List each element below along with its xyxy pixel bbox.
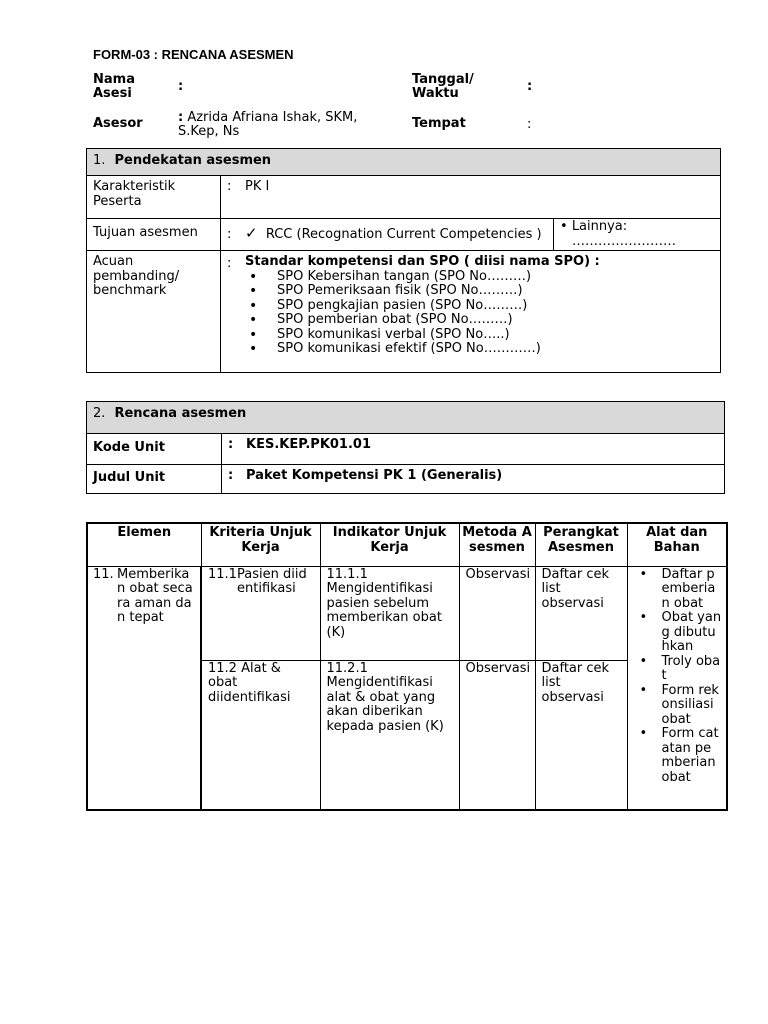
alat-bahan-cell: [627, 566, 727, 810]
kriteria-num-2: 11.2: [208, 660, 237, 676]
tanggal-label-line2: Waktu: [412, 86, 459, 101]
acuan-value-cell: [221, 251, 721, 373]
tempat-colon: :: [527, 117, 532, 132]
header-alat: Alat dan Bahan: [627, 523, 727, 566]
karakteristik-label: [87, 176, 221, 219]
tujuan-value-cell: [221, 219, 554, 251]
spo-list-item: • SPO komunikasi efektif (SPO No…………): [277, 342, 600, 357]
tujuan-value: RCC (Recognation Current Competencies ): [265, 227, 542, 242]
karakteristik-colon: :: [227, 179, 232, 194]
header-indikator: Indikator Unjuk Kerja: [320, 523, 459, 566]
elemen-text: Memberikan obat secara aman dan tepat: [117, 566, 193, 625]
spo-list-item: • SPO Pemeriksaan fisik (SPO No………): [277, 284, 600, 299]
asesor-value-line1: Azrida Afriana Ishak, SKM,: [187, 110, 358, 125]
spo-list-item: • SPO komunikasi verbal (SPO No…..): [277, 328, 600, 343]
spo-list-item: • SPO pengkajian pasien (SPO No………): [277, 299, 600, 314]
asesor-value: [178, 111, 357, 139]
alat-list: [634, 568, 723, 786]
elemen-table: [86, 522, 728, 811]
tanggal-colon: :: [527, 79, 533, 94]
spo-list-item: • SPO pemberian obat (SPO No………): [277, 313, 600, 328]
acuan-label-line2: pembanding/: [93, 268, 180, 284]
karakteristik-label-line1: Karakteristik: [93, 179, 176, 194]
asesor-label: Asesor: [93, 116, 143, 131]
lainnya-cell: [554, 219, 721, 251]
perangkat-cell-2: Daftar cek list observasi: [535, 660, 627, 810]
section1-title: Pendekatan asesmen: [114, 153, 272, 168]
header-perangkat: Perangkat Asesmen: [535, 523, 627, 566]
metoda-cell-1: Observasi: [459, 566, 535, 660]
kriteria-cell-1: [201, 566, 320, 660]
section2-number: 2.: [93, 406, 106, 421]
lainnya-label: Lainnya:: [571, 219, 628, 234]
judul-colon: :: [228, 468, 234, 483]
alat-list-item: • Troly obat: [662, 655, 723, 684]
judul-unit-label: Judul Unit: [87, 465, 222, 494]
nama-asesi-label: [93, 73, 135, 101]
judul-unit-value: Paket Kompetensi PK 1 (Generalis): [246, 468, 503, 483]
section1-number: 1.: [93, 153, 106, 168]
karakteristik-value: PK I: [245, 179, 270, 194]
tempat-label: Tempat: [412, 116, 466, 131]
rencana-asesmen-table: [86, 401, 725, 494]
section1-header: [87, 149, 721, 176]
alat-list-item: • Daftar pemberian obat: [662, 568, 723, 612]
kode-unit-label: Kode Unit: [87, 434, 222, 465]
acuan-label-line3: benchmark: [93, 283, 167, 298]
alat-list-item: • Form catatan pemberian obat: [662, 727, 723, 785]
asesor-value-line2: S.Kep, Ns: [178, 124, 240, 139]
section2-title: Rencana asesmen: [114, 406, 247, 421]
lainnya-dots: ……………………: [572, 233, 676, 249]
elemen-cell: [87, 566, 201, 810]
karakteristik-label-line2: Peserta: [93, 193, 142, 209]
metoda-cell-2: Observasi: [459, 660, 535, 810]
nama-asesi-label-line2: Asesi: [93, 86, 132, 101]
header-elemen: Elemen: [87, 523, 201, 566]
check-icon: ✓: [245, 224, 258, 242]
tujuan-colon: :: [227, 227, 232, 242]
kode-colon: :: [228, 437, 234, 452]
acuan-heading: Standar kompetensi dan SPO ( diisi nama SPO) :: [245, 254, 600, 269]
bullet-icon: •: [560, 219, 568, 234]
kode-unit-value-cell: [222, 434, 725, 465]
spo-list-item: • SPO Kebersihan tangan (SPO No………): [277, 270, 600, 285]
alat-list-item: • Form rekonsiliasi obat: [662, 684, 723, 728]
karakteristik-value-cell: [221, 176, 721, 219]
tanggal-waktu-label: [412, 73, 474, 101]
nama-asesi-label-line1: Nama: [93, 72, 135, 87]
acuan-colon: :: [227, 256, 232, 271]
elemen-number: 11.: [93, 566, 114, 582]
indikator-cell-1: 11.1.1 Mengidentifikasi pasien sebelum memberikan obat (K): [320, 566, 459, 660]
judul-unit-value-cell: [222, 465, 725, 494]
kriteria-num-1: 11.1: [208, 566, 237, 582]
form-title: FORM-03 : RENCANA ASESMEN: [93, 47, 294, 62]
acuan-label-line1: Acuan: [93, 254, 134, 269]
kriteria-cell-2: [201, 660, 320, 810]
kode-unit-value: KES.KEP.PK01.01: [246, 437, 372, 452]
header-metoda: Metoda Asesmen: [459, 523, 535, 566]
perangkat-cell-1: Daftar cek list observasi: [535, 566, 627, 660]
pendekatan-asesmen-table: [86, 148, 721, 373]
nama-asesi-colon: :: [178, 79, 184, 94]
kriteria-text-1: Pasien diidentifikasi: [237, 566, 307, 596]
tanggal-label-line1: Tanggal/: [412, 72, 474, 87]
spo-list: [245, 270, 600, 357]
section2-header: [87, 402, 725, 434]
alat-list-item: • Obat yang dibutuhkan: [662, 611, 723, 655]
kriteria-text-2: Alat & obat diidentifikasi: [208, 660, 291, 705]
header-kriteria: Kriteria Unjuk Kerja: [201, 523, 320, 566]
acuan-label: [87, 251, 221, 373]
indikator-cell-2: 11.2.1 Mengidentifikasi alat & obat yang akan diberikan kepada pasien (K): [320, 660, 459, 810]
asesor-colon: :: [178, 110, 184, 125]
tujuan-label: Tujuan asesmen: [87, 219, 221, 251]
